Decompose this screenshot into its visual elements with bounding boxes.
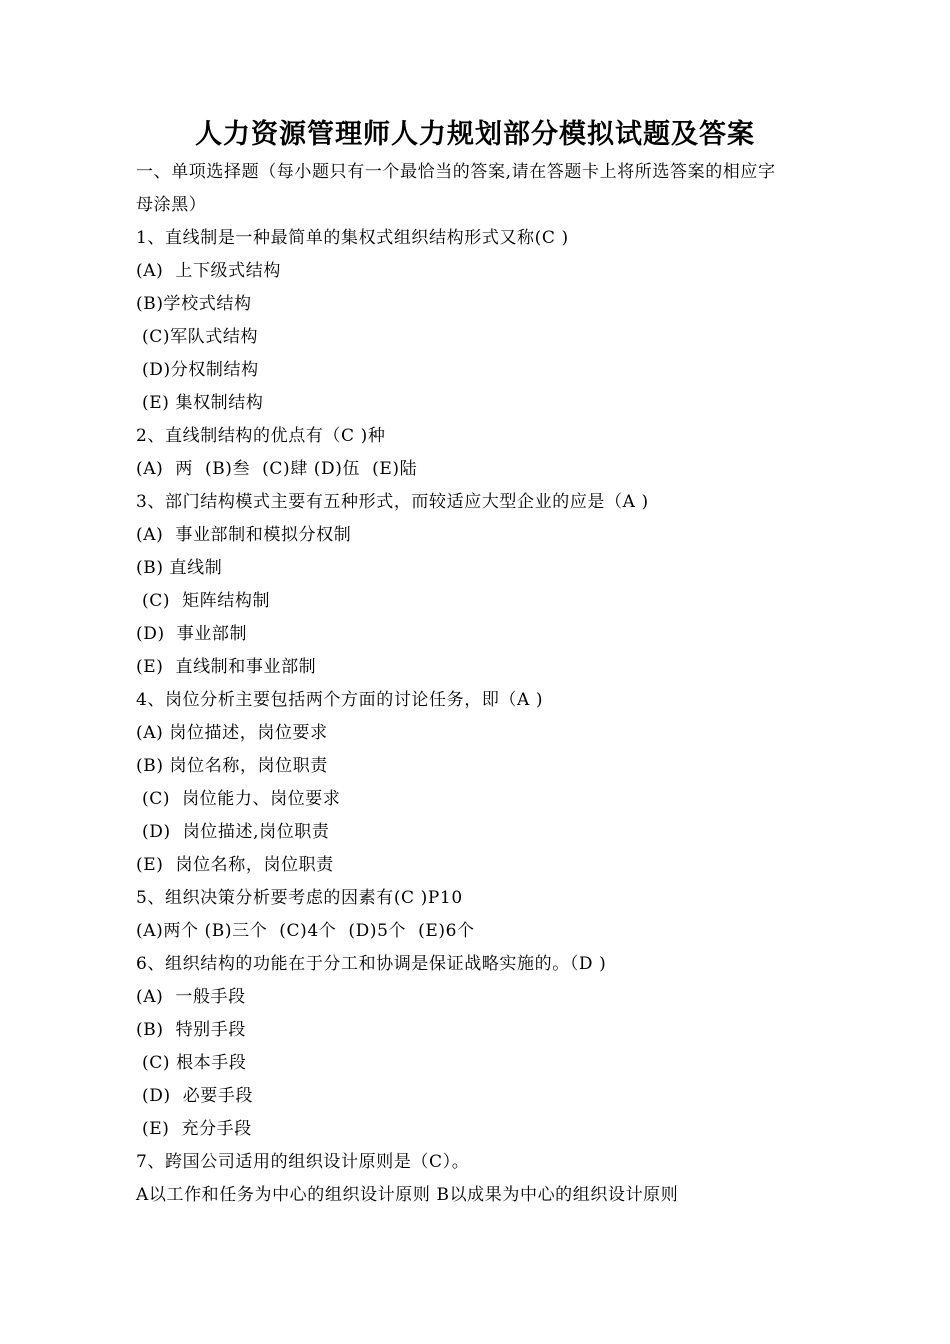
text-line: 5、组织决策分析要考虑的因素有(C )P10 <box>136 888 463 908</box>
document-title: 人力资源管理师人力规划部分模拟试题及答案 <box>195 119 755 150</box>
text-line: (C) 岗位能力、岗位要求 <box>136 789 341 809</box>
text-line: 母涂黑） <box>136 195 207 215</box>
text-line: (D) 岗位描述,岗位职责 <box>136 822 330 842</box>
text-line: (E) 直线制和事业部制 <box>136 657 317 677</box>
text-line: (D)分权制结构 <box>136 360 259 380</box>
text-line: (D) 必要手段 <box>136 1086 254 1106</box>
text-line: (C) 根本手段 <box>136 1053 247 1073</box>
text-line: (A) 上下级式结构 <box>136 261 281 281</box>
text-line: (B) 特别手段 <box>136 1020 246 1040</box>
text-line: A以工作和任务为中心的组织设计原则 B以成果为中心的组织设计原则 <box>136 1185 679 1205</box>
text-line: (C) 矩阵结构制 <box>136 591 271 611</box>
text-line: (C)军队式结构 <box>136 327 259 347</box>
text-line: 7、跨国公司适用的组织设计原则是（C）。 <box>136 1152 470 1172</box>
text-line: (A) 事业部制和模拟分权制 <box>136 525 352 545</box>
text-line: (A)两个 (B)三个 (C)4个 (D)5个 (E)6个 <box>136 921 475 941</box>
text-line: (A) 岗位描述，岗位要求 <box>136 723 328 743</box>
text-line: (E) 充分手段 <box>136 1119 252 1139</box>
text-line: 4、岗位分析主要包括两个方面的讨论任务，即（A ) <box>136 690 544 710</box>
text-line: (B) 直线制 <box>136 558 223 578</box>
text-line: (B) 岗位名称，岗位职责 <box>136 756 328 776</box>
text-line: (A) 两 (B)叁 (C)肆 (D)伍 (E)陆 <box>136 459 418 479</box>
text-line: 一、单项选择题（每小题只有一个最恰当的答案,请在答题卡上将所选答案的相应字 <box>136 162 776 182</box>
text-line: (E) 集权制结构 <box>136 393 264 413</box>
text-line: (B)学校式结构 <box>136 294 252 314</box>
text-line: (E) 岗位名称，岗位职责 <box>136 855 334 875</box>
text-line: (A) 一般手段 <box>136 987 246 1007</box>
text-line: 1、直线制是一种最简单的集权式组织结构形式又称(C ) <box>136 228 569 248</box>
text-line: 2、直线制结构的优点有（C )种 <box>136 426 386 446</box>
text-line: (D) 事业部制 <box>136 624 248 644</box>
text-line: 6、组织结构的功能在于分工和协调是保证战略实施的。（D ) <box>136 954 607 974</box>
text-line: 3、部门结构模式主要有五种形式，而较适应大型企业的应是（A ) <box>136 492 649 512</box>
